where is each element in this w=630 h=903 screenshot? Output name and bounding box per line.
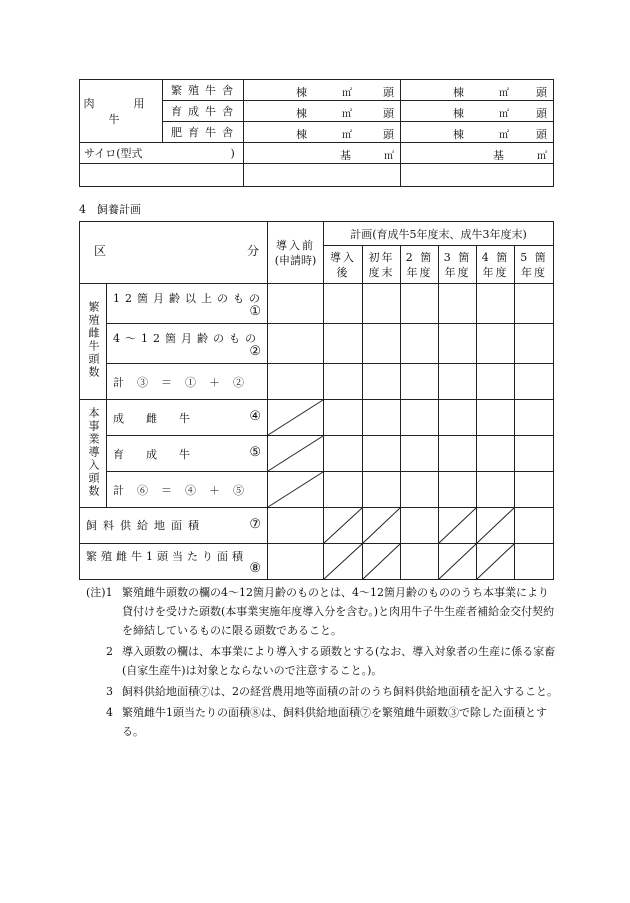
table-row	[80, 364, 554, 400]
value-cell	[324, 436, 363, 472]
feeding-plan-table	[79, 221, 554, 580]
value-cell	[401, 364, 439, 400]
value-cell	[363, 364, 401, 400]
kubun-header: 区 分	[80, 222, 268, 284]
value-cell	[324, 324, 363, 364]
value-cell	[401, 508, 439, 544]
value-cell	[515, 400, 554, 436]
diagonal-cell	[268, 400, 324, 436]
value-cell	[363, 324, 401, 364]
value-cell	[439, 364, 477, 400]
per-head-area-label: 繁殖雌牛1頭当たり面積 ⑧	[80, 544, 268, 580]
value-cell	[515, 544, 554, 580]
diagonal-cell	[363, 508, 401, 544]
silo-cell: 基 ㎥	[244, 143, 401, 164]
value-cell	[363, 284, 401, 324]
blank-cell	[244, 164, 401, 187]
value-cell	[401, 436, 439, 472]
note-text: 導入頭数の欄は、本事業により導入する頭数とする(なお、導入対象者の生産に係る家畜(自家生産牛)は対象とならないので注意すること。)。	[122, 645, 556, 677]
value-cell	[401, 284, 439, 324]
feed-area-label: 飼料供給地面積 ⑦	[80, 508, 268, 544]
table-row	[80, 324, 554, 364]
year-header: 5 箇 年度	[515, 246, 554, 284]
year-header: 導入 後	[324, 246, 363, 284]
note-text: 飼料供給地面積⑦は、2の経営農用地等面積の計のうち飼料供給地面積を記入すること。	[122, 685, 558, 698]
year-header: 2 箇 年度	[401, 246, 439, 284]
value-cell	[477, 324, 515, 364]
value-cell	[401, 324, 439, 364]
value-cell	[401, 400, 439, 436]
table-row	[80, 472, 554, 508]
table-row	[80, 164, 554, 187]
diagonal-cell	[439, 508, 477, 544]
year-header: 3 箇 年度	[439, 246, 477, 284]
table-row	[80, 400, 554, 436]
note-label: 4	[106, 706, 113, 719]
note-label: (注)1	[86, 586, 113, 599]
value-cell	[401, 472, 439, 508]
table-row	[80, 143, 554, 164]
barn-label: 繁殖牛舎	[163, 80, 244, 101]
value-cell	[324, 364, 363, 400]
capacity-cell: 棟 ㎡ 頭	[244, 101, 401, 122]
value-cell	[477, 364, 515, 400]
breeding-cow-group-label: 繁殖雌牛頭数	[80, 284, 107, 400]
capacity-cell: 棟 ㎡ 頭	[244, 80, 401, 101]
capacity-cell: 棟 ㎡ 頭	[401, 80, 554, 101]
value-cell	[477, 436, 515, 472]
note-item	[96, 642, 558, 680]
value-cell	[268, 364, 324, 400]
header-row	[80, 222, 554, 246]
value-cell	[439, 400, 477, 436]
diagonal-cell	[477, 508, 515, 544]
value-cell	[515, 324, 554, 364]
capacity-cell: 棟 ㎡ 頭	[244, 122, 401, 143]
notes	[86, 583, 558, 743]
diagonal-cell	[324, 544, 363, 580]
note-text: 繁殖雌牛頭数の欄の4～12箇月齢のものとは、4～12箇月齢のもののうち本事業により貸付けを受けた頭数(本事業実施年度導入分を含む。)と肉用牛子牛生産者補給金交付契約を締結しているものに限る頭数であること。	[122, 586, 555, 637]
row-label: 育 成 牛 ⑤	[107, 436, 268, 472]
diagonal-cell	[439, 544, 477, 580]
pre-introduction-header: 導入前 (申請時)	[268, 222, 324, 284]
note-label: 2	[106, 645, 113, 658]
value-cell	[515, 436, 554, 472]
value-cell	[268, 508, 324, 544]
table-row	[80, 436, 554, 472]
capacity-cell: 棟 ㎡ 頭	[401, 122, 554, 143]
beef-cattle-label: 肉 用 牛	[80, 80, 163, 143]
value-cell	[515, 508, 554, 544]
table-row	[80, 508, 554, 544]
value-cell	[363, 436, 401, 472]
value-cell	[268, 324, 324, 364]
value-cell	[515, 472, 554, 508]
diagonal-cell	[477, 544, 515, 580]
row-label: 12箇月齢以上のもの ①	[107, 284, 268, 324]
row-label: 計 ③ ＝ ① ＋ ②	[107, 364, 268, 400]
value-cell	[324, 400, 363, 436]
value-cell	[515, 364, 554, 400]
value-cell	[324, 472, 363, 508]
barn-label: 育成牛舎	[163, 101, 244, 122]
value-cell	[439, 284, 477, 324]
row-label: 計 ⑥ ＝ ④ ＋ ⑤	[107, 472, 268, 508]
capacity-cell: 棟 ㎡ 頭	[401, 101, 554, 122]
table-row	[80, 544, 554, 580]
value-cell	[515, 284, 554, 324]
facility-table	[79, 79, 554, 187]
value-cell	[439, 472, 477, 508]
diagonal-cell	[268, 436, 324, 472]
year-header: 4 箇 年度	[477, 246, 515, 284]
note-label: 3	[106, 685, 113, 698]
blank-cell	[401, 164, 554, 187]
value-cell	[477, 472, 515, 508]
note-text: 繁殖雌牛1頭当たりの面積⑧は、飼料供給地面積⑦を繁殖雌牛頭数③で除した面積とする。	[122, 706, 547, 738]
barn-label: 肥育牛舎	[163, 122, 244, 143]
note-item	[96, 703, 558, 741]
table-row	[80, 80, 554, 101]
row-label: 成 雌 牛 ④	[107, 400, 268, 436]
year-header: 初年 度末	[363, 246, 401, 284]
note-item	[86, 583, 558, 640]
value-cell	[401, 544, 439, 580]
value-cell	[439, 324, 477, 364]
value-cell	[477, 400, 515, 436]
introduced-count-group-label: 本事業導入頭数	[80, 400, 107, 508]
plan-header: 計画(育成牛5年度末、成牛3年度末)	[324, 222, 554, 246]
value-cell	[268, 284, 324, 324]
row-label: 4～12箇月齢のもの ②	[107, 324, 268, 364]
value-cell	[324, 284, 363, 324]
value-cell	[363, 472, 401, 508]
value-cell	[477, 284, 515, 324]
blank-cell	[80, 164, 244, 187]
diagonal-cell	[363, 544, 401, 580]
diagonal-cell	[324, 508, 363, 544]
value-cell	[363, 400, 401, 436]
value-cell	[439, 436, 477, 472]
silo-cell: 基 ㎥	[401, 143, 554, 164]
note-item	[96, 682, 558, 701]
table-row	[80, 284, 554, 324]
diagonal-cell	[268, 472, 324, 508]
value-cell	[268, 544, 324, 580]
section-heading: 4 飼養計画	[79, 203, 141, 216]
silo-label: サイロ(型式 )	[80, 143, 244, 164]
